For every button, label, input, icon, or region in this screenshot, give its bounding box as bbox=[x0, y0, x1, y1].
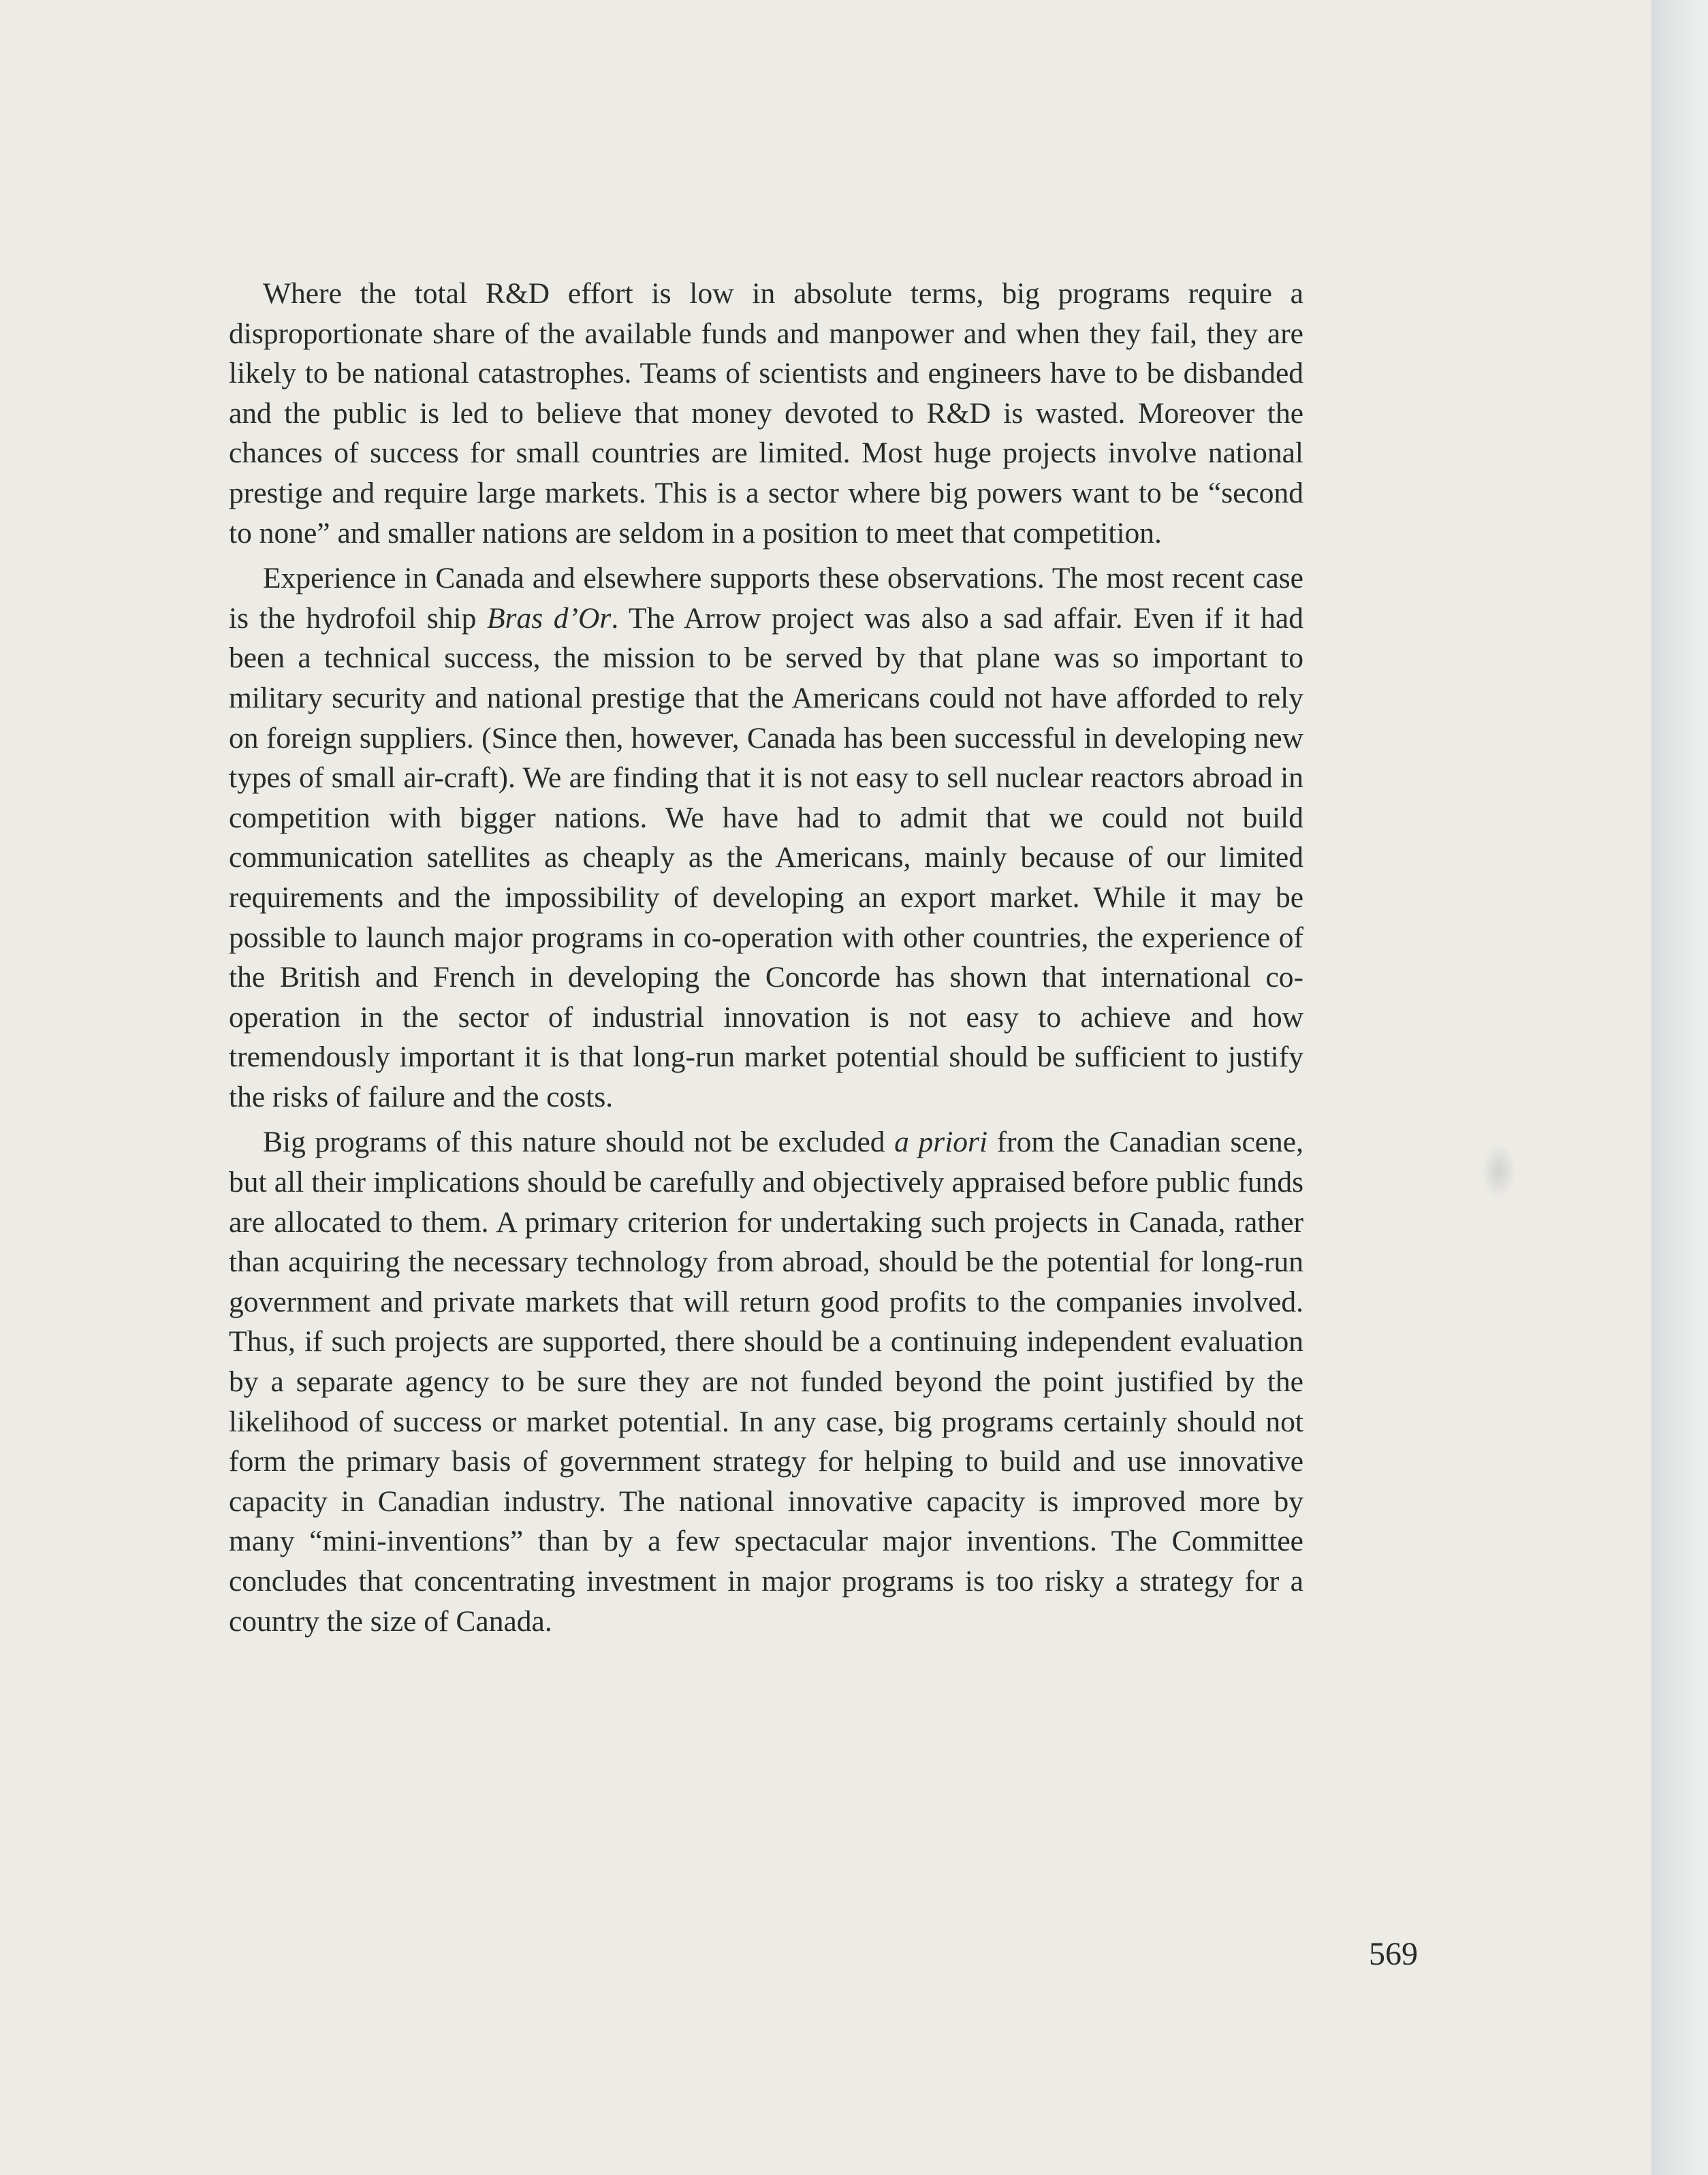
paragraph-2-text-start: Experience in Canada and elsewhere supports these observations. The most recent case is the hydrofoil ship bbox=[229, 562, 1303, 635]
paragraph-3 bbox=[229, 1122, 1303, 1641]
page-edge bbox=[1651, 0, 1708, 2175]
paragraph-3-text-start: Big programs of this nature should not be excluded bbox=[263, 1126, 895, 1159]
paragraph-2-text-end: . The Arrow project was also a sad affair. Even if it had been a technical success, the mission to be served by that plane was so important to military security and national prestige that the Americans could not have afforded to rely on foreign suppliers. (Since then, however, Canada has been successful in developing new types of small air-craft). We are finding that it is not easy to sell nuclear reactors abroad in competition with bigger nations. We have had to admit that we could not build communication satellites as cheaply as the Americans, mainly because of our limited requirements and the impossibility of developing an export market. While it may be possible to launch major programs in co-operation with other countries, the experience of the British and French in developing the Concorde has shown that international co-operation in the sector of industrial innovation is not easy to achieve and how tremendously important it is that long-run market potential should be sufficient to justify the risks of failure and the costs. bbox=[229, 601, 1303, 1113]
paragraph-1 bbox=[229, 274, 1303, 553]
paragraph-1-text: Where the total R&D effort is low in absolute terms, big programs require a disproportionate share of the available funds and manpower and when they fail, they are likely to be national catastrophes. Teams of scientists and engineers have to be disbanded and the public is led to believe that money devoted to R&D is wasted. Moreover the chances of success for small countries are limited. Most huge projects involve national prestige and require large markets. This is a sector where big powers want to be “second to none” and smaller nations are seldom in a position to meet that competition. bbox=[229, 277, 1303, 550]
a-priori-italic: a priori bbox=[894, 1126, 988, 1159]
paragraph-3-text-end: from the Canadian scene, but all their implications should be carefully and objectively appraised before public funds are allocated to them. A primary criterion for undertaking such projects in Canada, rather than acquiring the necessary technology from abroad, should be the potential for long-run government and private markets that will return good profits to the companies involved. Thus, if such projects are supported, there should be a continuing independent evaluation by a separate agency to be sure they are not funded beyond the point justified by the likelihood of success or market potential. In any case, big programs certainly should not form the primary basis of government strategy for helping to build and use innovative capacity in Canadian industry. The national innovative capacity is improved more by many “mini-inventions” than by a few spectacular major inventions. The Committee concludes that concentrating investment in major programs is too risky a strategy for a country the size of Canada. bbox=[229, 1126, 1303, 1638]
paper-smudge bbox=[1482, 1144, 1516, 1198]
page-number: 569 bbox=[1369, 1936, 1418, 1972]
paragraph-2 bbox=[229, 558, 1303, 1117]
ship-name-italic: Bras d’Or bbox=[486, 601, 612, 635]
body-text bbox=[229, 274, 1303, 1647]
